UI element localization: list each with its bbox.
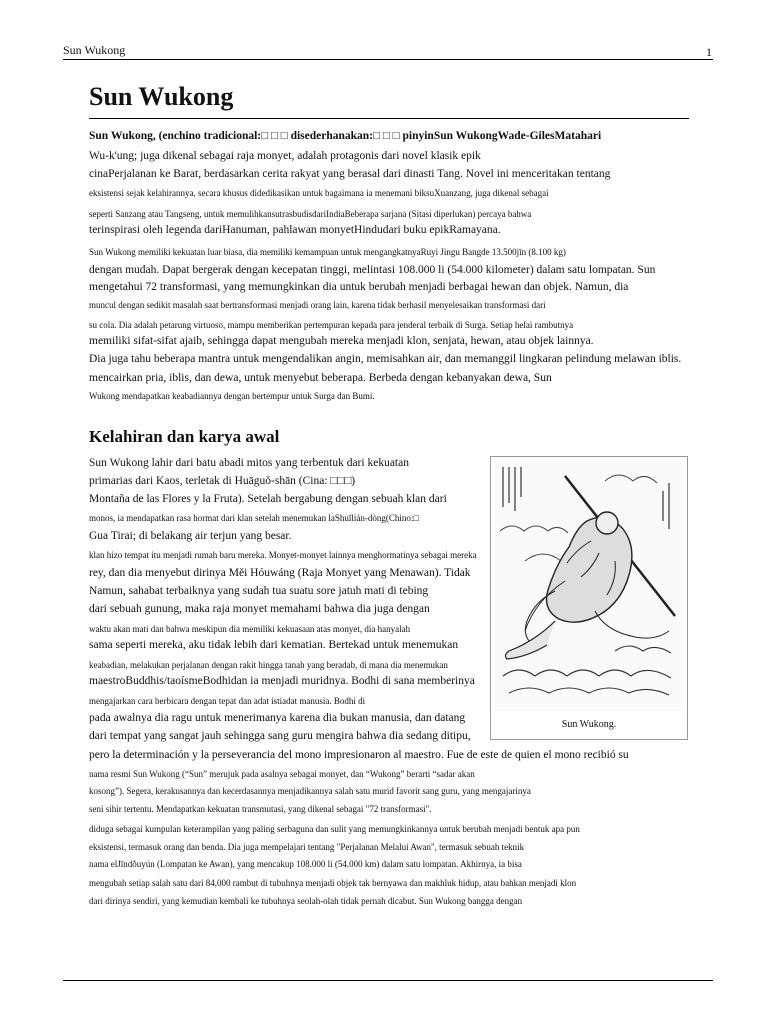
section-line: Gua Tirai; di belakang air terjun yang besar.: [89, 530, 292, 542]
sun-wukong-illustration: [495, 461, 682, 711]
intro-line: terinspirasi oleh legenda dariHanuman, pahlawan monyetHindudari buku epikRamayana.: [89, 224, 501, 236]
section-line: waktu akan mati dan bahwa meskipun dia memiliki kekuasaan atas monyet, dia hanyalah: [89, 624, 411, 634]
section-line: mengubah setiap salah satu dari 84,000 rambut di tubuhnya menjadi objek tak bernyawa dan makhluk hidup, atau bahkan menjadi klon: [89, 878, 577, 888]
section-line: monos, ia mendapatkan rasa hormat dari klan setelah menemukan laShuǐlián-dòng(Chino:□: [89, 513, 419, 523]
intro-line: cinaPerjalanan ke Barat, berdasarkan cerita rakyat yang berasal dari dinasti Tang. Novel ini menceritakan tentang: [89, 168, 611, 180]
running-head: Sun Wukong: [63, 43, 126, 57]
section-line: eksistensi, termasuk orang dan benda. Dia juga mempelajari tentang "Perjalanan Melalui Awan", termasuk sebuah teknik: [89, 842, 525, 852]
section-line: pada awalnya dia ragu untuk menerimanya karena dia bukan manusia, dan datang: [89, 712, 466, 724]
section-line: Namun, sahabat terbaiknya yang sudah tua suatu sore jatuh mati di tebing: [89, 585, 429, 597]
section-line: kosong”). Segera, kerakusannya dan kecerdasannya menjadikannya salah satu murid favorit sang guru, yang mengajarinya: [89, 786, 531, 796]
power-line: dengan mudah. Dapat bergerak dengan kecepatan tinggi, melintasi 108.000 li (54.000 kilometer) dalam satu lompatan. Sun: [89, 264, 656, 276]
section-line: Sun Wukong lahir dari batu abadi mitos yang terbentuk dari kekuatan: [89, 457, 409, 469]
section-line: keabadian, melakukan perjalanan dengan rakit hingga tanah yang beradab, di mana dia menemukan: [89, 660, 448, 670]
section-heading: Kelahiran dan karya awal: [89, 427, 280, 446]
power-line: Sun Wukong memiliki kekuatan luar biasa, dia memiliki kemampuan untuk mengangkatnyaRuyi Jingu Bangde 13.500jīn (8.100 kg): [89, 247, 566, 257]
intro-line: eksistensi sejak kelahirannya, secara khusus didedikasikan untuk bagaimana ia menemani biksuXuanzang, juga dikenal sebagai: [89, 188, 549, 198]
power-line: Dia juga tahu beberapa mantra untuk mengendalikan angin, memisahkan air, dan memanggil lingkaran pelindung melawan iblis.: [89, 353, 682, 365]
section-line: dari tempat yang sangat jauh sehingga sang guru mengira bahwa dia sedang ditipu,: [89, 730, 471, 742]
section-line: primarias dari Kaos, terletak di Huāguǒ-shān (Cina: □□□): [89, 475, 356, 487]
intro-line: Wu-k'ung; juga dikenal sebagai raja monyet, adalah protagonis dari novel klasik epik: [89, 150, 481, 162]
figure-caption: Sun Wukong.: [561, 719, 617, 730]
section-line: dari dirinya sendiri, yang kemudian kembali ke tubuhnya seolah-olah tidak pernah dicabut. Sun Wukong bangga dengan: [89, 896, 523, 906]
figure: [490, 456, 688, 740]
section-line: nama elJīndǒuyún (Lompatan ke Awan), yang mencakup 108.000 li (54.000 km) dalam satu lompatan. Akhirnya, ia bisa: [89, 859, 522, 869]
footer-rule: [63, 980, 713, 981]
section-line: mengajarkan cara berbicara dengan tepat dan adat istiadat manusia. Bodhi di: [89, 696, 366, 706]
section-line: Montaña de las Flores y la Fruta). Setelah bergabung dengan sebuah klan dari: [89, 493, 447, 505]
section-line: nama resmi Sun Wukong (“Sun” merujuk pada asalnya sebagai monyet, dan “Wukong” berarti “sadar akan: [89, 769, 475, 779]
article-title: Sun Wukong: [89, 82, 234, 111]
header-rule: [63, 59, 713, 60]
section-line: sama seperti mereka, aku tidak lebih dari kematian. Bertekad untuk menemukan: [89, 639, 459, 651]
section-line: rey, dan dia menyebut dirinya Měi Hóuwáng (Raja Monyet yang Menawan). Tidak: [89, 567, 471, 579]
section-line: dari sebuah gunung, maka raja monyet memahami bahwa dia juga dengan: [89, 603, 430, 615]
page-number: 1: [706, 45, 712, 59]
section-line: maestroBuddhis/taoísmeBodhidan ia menjadi muridnya. Bodhi di sana memberinya: [89, 675, 475, 687]
section-line: pero la determinación y la perseverancia del mono impresionaron al maestro. Fue de este de quien el mono recibió su: [89, 749, 629, 761]
intro-line: seperti Sanzang atau Tangseng, untuk memulihkansutrasbudisdariIndiaBeberapa sarjana (Sitasi diperlukan) percaya bahwa: [89, 209, 532, 219]
section-line: klan hizo tempat itu menjadi rumah baru mereka. Monyet-monyet lainnya menghormatinya sebagai mereka: [89, 550, 477, 560]
power-line: muncul dengan sedikit masalah saat bertransformasi menjadi orang lain, karena tidak berhasil menyelesaikan transformasi dari: [89, 300, 546, 310]
power-line: Wukong mendapatkan keabadiannya dengan bertempur untuk Surga dan Bumi.: [89, 391, 375, 401]
power-line: su cola. Dia adalah petarung virtuoso, mampu memberikan pertempuran kepada para jenderal terbaik di Surga. Setiap helai rambutnya: [89, 320, 574, 330]
section-line: diduga sebagai kumpulan keterampilan yang paling serbaguna dan sulit yang memungkinkannya untuk berubah menjadi bentuk apa pun: [89, 824, 580, 834]
title-rule: [89, 118, 689, 119]
power-line: mencairkan pria, iblis, dan dewa, untuk menyebut beberapa. Berbeda dengan kebanyakan dewa, Sun: [89, 372, 552, 384]
section-line: seni sihir tertentu. Mendapatkan kekuatan transmutasi, yang dikenal sebagai "72 transformasi".: [89, 804, 432, 814]
power-line: memiliki sifat-sifat ajaib, sehingga dapat mengubah mereka menjadi klon, senjata, hewan, atau objek lainnya.: [89, 335, 594, 347]
intro-line: Sun Wukong, (enchino tradicional:□ □ □ disederhanakan:□ □ □ pinyinSun WukongWade-GilesMatahari: [89, 130, 602, 142]
power-line: mengetahui 72 transformasi, yang memungkinkan dia untuk berubah menjadi berbagai hewan dan objek. Namun, dia: [89, 281, 629, 293]
